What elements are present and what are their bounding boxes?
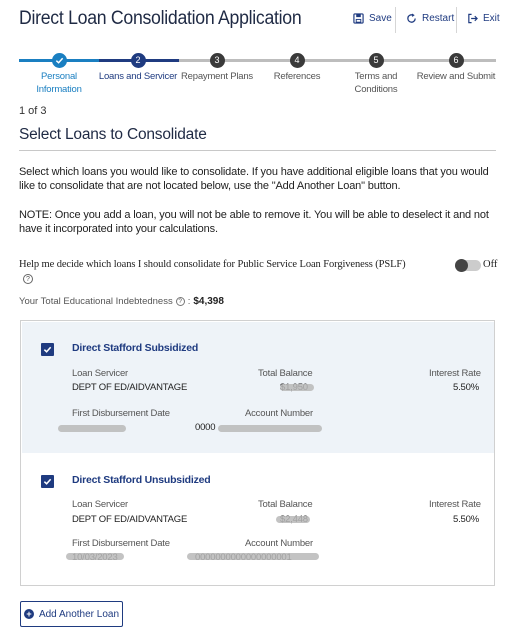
step-personal-information[interactable] bbox=[19, 53, 99, 96]
divider bbox=[19, 150, 496, 151]
step-label: References bbox=[273, 71, 321, 82]
step-label: Repayment Plans bbox=[181, 71, 253, 82]
rate-label: Interest Rate bbox=[429, 368, 481, 379]
indebtedness-amount: $4,398 bbox=[193, 296, 224, 307]
loan-list bbox=[20, 320, 495, 586]
pslf-question: Help me decide which loans I should consolidate for Public Service Loan Forgiveness (PSLF) bbox=[19, 259, 406, 270]
disbursement-label: First Disbursement Date bbox=[72, 538, 170, 549]
loan-name: Direct Stafford Subsidized bbox=[72, 342, 199, 354]
help-icon[interactable]: ? bbox=[176, 297, 185, 306]
restart-label: Restart bbox=[422, 13, 455, 24]
checkmark-icon bbox=[43, 345, 52, 354]
section-title: Select Loans to Consolidate bbox=[19, 126, 207, 143]
step-label: Review and Submit bbox=[416, 71, 496, 82]
disbursement-label: First Disbursement Date bbox=[72, 408, 170, 419]
toggle-state-label: Off bbox=[483, 259, 498, 270]
restart-icon bbox=[406, 13, 417, 24]
redaction-mark bbox=[218, 425, 322, 432]
servicer-value: DEPT OF ED/AIDVANTAGE bbox=[72, 514, 188, 525]
redaction-mark bbox=[187, 553, 319, 560]
pslf-toggle[interactable] bbox=[455, 260, 481, 271]
step-number: 4 bbox=[290, 53, 305, 68]
balance-label: Total Balance bbox=[258, 499, 313, 510]
exit-icon bbox=[467, 13, 478, 24]
step-label: Terms and Conditions bbox=[354, 71, 398, 95]
exit-button[interactable] bbox=[467, 13, 500, 24]
step-number: 3 bbox=[210, 53, 225, 68]
step-references bbox=[257, 53, 337, 83]
progress-stepper bbox=[19, 53, 496, 98]
save-button[interactable] bbox=[353, 13, 392, 24]
exit-label: Exit bbox=[483, 13, 500, 24]
step-number: 2 bbox=[131, 53, 146, 68]
header-divider bbox=[395, 7, 396, 33]
rate-value: 5.50% bbox=[453, 514, 479, 525]
account-value: 0000 bbox=[195, 422, 216, 433]
loan-select-checkbox[interactable] bbox=[41, 475, 54, 488]
loan-name: Direct Stafford Unsubsidized bbox=[72, 474, 211, 486]
app-header bbox=[0, 0, 520, 40]
add-loan-label: Add Another Loan bbox=[38, 608, 120, 620]
plus-icon: + bbox=[24, 609, 34, 619]
step-loans-and-servicer[interactable] bbox=[98, 53, 178, 83]
total-indebtedness bbox=[19, 296, 224, 307]
rate-value: 5.50% bbox=[453, 382, 479, 393]
servicer-label: Loan Servicer bbox=[72, 499, 129, 510]
step-number: 5 bbox=[369, 53, 384, 68]
account-label: Account Number bbox=[245, 538, 313, 549]
checkmark-icon bbox=[43, 477, 52, 486]
step-label: Personal Information bbox=[36, 71, 82, 95]
account-label: Account Number bbox=[245, 408, 313, 419]
help-icon[interactable]: ? bbox=[23, 274, 33, 284]
app-title: Direct Loan Consolidation Application bbox=[19, 8, 302, 29]
toggle-knob bbox=[455, 259, 468, 272]
step-number: 6 bbox=[449, 53, 464, 68]
restart-button[interactable] bbox=[406, 13, 454, 24]
intro-text: Select which loans you would like to consolidate. If you have additional eligible loans that you would like to consolidate that are not located below, use the "Add Another Loan" button. bbox=[19, 166, 489, 192]
balance-label: Total Balance bbox=[258, 368, 313, 379]
loan-card bbox=[22, 454, 494, 584]
redaction-mark bbox=[276, 516, 310, 523]
indebtedness-separator: : bbox=[187, 296, 191, 307]
step-terms-and-conditions bbox=[346, 53, 406, 96]
redaction-mark bbox=[58, 425, 126, 432]
note-text: NOTE: Once you add a loan, you will not be able to remove it. You will be able to deselect it and not have it incorporated into your calculations. bbox=[19, 209, 489, 235]
step-label: Loans and Servicer bbox=[98, 71, 178, 82]
step-review-and-submit bbox=[416, 53, 496, 83]
checkmark-icon bbox=[52, 53, 67, 68]
step-repayment-plans bbox=[177, 53, 257, 83]
redaction-mark bbox=[280, 384, 314, 391]
servicer-value: DEPT OF ED/AIDVANTAGE bbox=[72, 382, 188, 393]
indebtedness-label: Your Total Educational Indebtedness bbox=[19, 296, 173, 307]
header-divider bbox=[456, 7, 457, 33]
loan-card bbox=[22, 322, 494, 453]
add-another-loan-button[interactable] bbox=[20, 601, 123, 627]
rate-label: Interest Rate bbox=[429, 499, 481, 510]
redaction-mark bbox=[66, 553, 124, 560]
save-icon bbox=[353, 13, 364, 24]
servicer-label: Loan Servicer bbox=[72, 368, 129, 379]
loan-select-checkbox[interactable] bbox=[41, 343, 54, 356]
page-count: 1 of 3 bbox=[19, 105, 47, 117]
save-label: Save bbox=[369, 13, 392, 24]
